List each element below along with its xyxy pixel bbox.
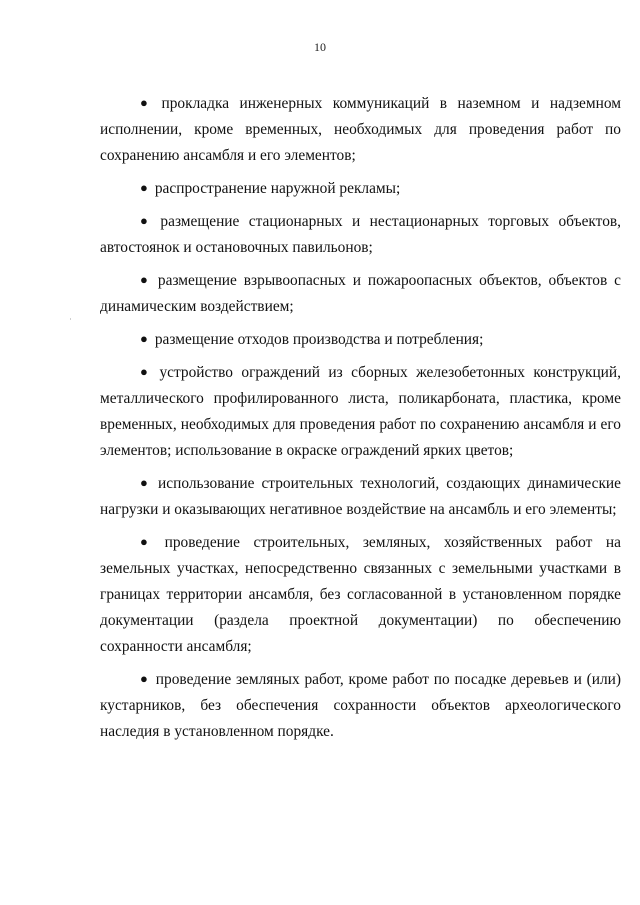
bullet-icon: ● — [140, 534, 158, 549]
bullet-icon: ● — [140, 213, 154, 228]
list-item-text: размещение отходов производства и потребления; — [154, 331, 484, 348]
list-item — [100, 91, 621, 169]
list-item-text: проведение строительных, земляных, хозяйственных работ на земельных участках, непосредственно связанных с земельными участками в границах территории ансамбля, без согласованной в установленном порядке документации (раздела проектной документации) по обеспечению сохранности ансамбля; — [100, 534, 621, 655]
scan-mark — [70, 318, 71, 320]
bullet-icon: ● — [140, 272, 151, 287]
list-item-text: проведение земляных работ, кроме работ по посадке деревьев и (или) кустарников, без обеспечения сохранности объектов археологического наследия в установленном порядке. — [100, 671, 621, 740]
list-item-text: размещение взрывоопасных и пожароопасных объектов, объектов с динамическим воздействием; — [100, 272, 621, 315]
list-item-text: прокладка инженерных коммуникаций в наземном и надземном исполнении, кроме временных, необходимых для проведения работ по сохранению ансамбля и его элементов; — [100, 95, 621, 164]
bullet-icon: ● — [140, 475, 152, 490]
bullet-icon: ● — [140, 95, 155, 110]
list-item — [100, 667, 621, 745]
list-item — [100, 360, 621, 464]
list-item — [100, 327, 621, 353]
list-item — [100, 209, 621, 261]
bullet-list — [100, 91, 621, 752]
list-item-text: использование строительных технологий, создающих динамические нагрузки и оказывающих негативное воздействие на ансамбль и его элементы; — [100, 475, 621, 518]
list-item-text: устройство ограждений из сборных железобетонных конструкций, металлического профилированного листа, поликарбоната, пластика, кроме временных, необходимых для проведения работ по сохранению ансамбля и его элементов; использование в окраске ограждений ярких цветов; — [100, 364, 622, 459]
list-item-text: размещение стационарных и нестационарных торговых объектов, автостоянок и остановочных павильонов; — [100, 213, 622, 256]
list-item — [100, 530, 621, 660]
list-item-text: распространение наружной рекламы; — [154, 180, 401, 197]
list-item — [100, 471, 621, 523]
list-item — [100, 176, 621, 202]
bullet-icon: ● — [140, 331, 148, 346]
bullet-icon: ● — [140, 180, 148, 195]
bullet-icon: ● — [140, 364, 153, 379]
page-number: 10 — [314, 40, 326, 54]
bullet-icon: ● — [140, 671, 149, 686]
list-item — [100, 268, 621, 320]
